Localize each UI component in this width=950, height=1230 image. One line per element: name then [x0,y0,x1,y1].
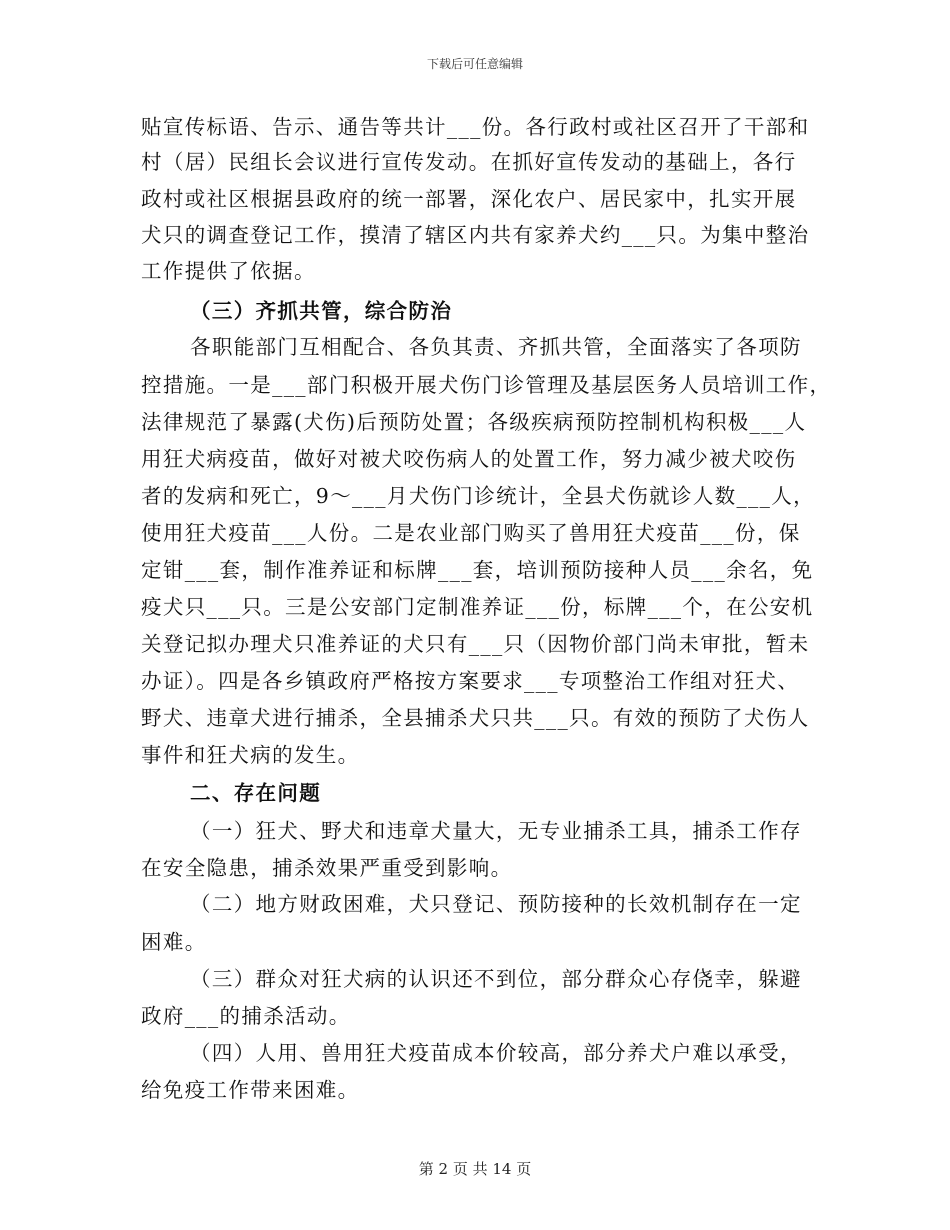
paragraph-line: 工作提供了依据。 [141,259,316,283]
paragraph-line: 村（居）民组长会议进行宣传发动。在抓好宣传发动的基础上，各行 [141,150,797,174]
section-heading: （三）齐抓共管，综合防治 [190,299,453,323]
paragraph-line: 使用狂犬疫苗___人份。二是农业部门购买了兽用狂犬疫苗___份，保 [141,521,801,545]
page-footer: 第 2 页 共 14 页 [418,1160,532,1178]
paragraph-line: （一）狂犬、野犬和违章犬量大，无专业捕杀工具，捕杀工作存 [190,819,802,843]
paragraph-line: 控措施。一是___部门积极开展犬伤门诊管理及基层医务人员培训工作， [141,373,832,397]
paragraph-line: 者的发病和死亡，9～___月犬伤门诊统计，全县犬伤就诊人数___人， [141,484,815,508]
paragraph-line: 关登记拟办理犬只准养证的犬只有___只（因物价部门尚未审批，暂未 [141,632,810,656]
paragraph-line: （二）地方财政困难，犬只登记、预防接种的长效机制存在一定 [190,892,802,916]
paragraph-line: 困难。 [141,930,207,954]
paragraph-line: 疫犬只___只。三是公安部门定制准养证___份，标牌___个，在公安机 [141,595,814,619]
paragraph-line: 政村或社区根据县政府的统一部署，深化农户、居民家中，扎实开展 [141,187,797,211]
section-heading: 二、存在问题 [190,781,322,805]
paragraph-line: 贴宣传标语、告示、通告等共计___份。各行政村或社区召开了干部和 [141,115,810,139]
paragraph-line: 各职能部门互相配合、各负其责、齐抓共管，全面落实了各项防 [190,335,802,359]
paragraph-line: 法律规范了暴露(犬伤)后预防处置；各级疾病预防控制机构积极___人 [141,410,807,434]
paragraph-line: 犬只的调查登记工作，摸清了辖区内共有家养犬约___只。为集中整治 [141,223,810,247]
paragraph-line: 给免疫工作带来困难。 [141,1078,360,1102]
paragraph-line: 用狂犬病疫苗，做好对被犬咬伤病人的处置工作，努力减少被犬咬伤 [141,447,797,471]
paragraph-line: 在安全隐患，捕杀效果严重受到影响。 [141,856,513,880]
paragraph-line: （四）人用、兽用狂犬疫苗成本价较高，部分养犬户难以承受， [190,1041,802,1065]
page-header: 下载后可任意编辑 [426,57,523,71]
paragraph-line: 定钳___套，制作准养证和标牌___套，培训预防接种人员___余名，免 [141,558,814,582]
paragraph-line: 野犬、违章犬进行捕杀，全县捕杀犬只共___只。有效的预防了犬伤人 [141,706,810,730]
paragraph-line: 办证）。四是各乡镇政府严格按方案要求___专项整治工作组对狂犬、 [141,669,800,693]
paragraph-line: 政府___的捕杀活动。 [141,1004,351,1028]
paragraph-line: （三）群众对狂犬病的认识还不到位，部分群众心存侥幸，躲避 [190,967,802,991]
paragraph-line: 事件和狂犬病的发生。 [141,743,360,767]
